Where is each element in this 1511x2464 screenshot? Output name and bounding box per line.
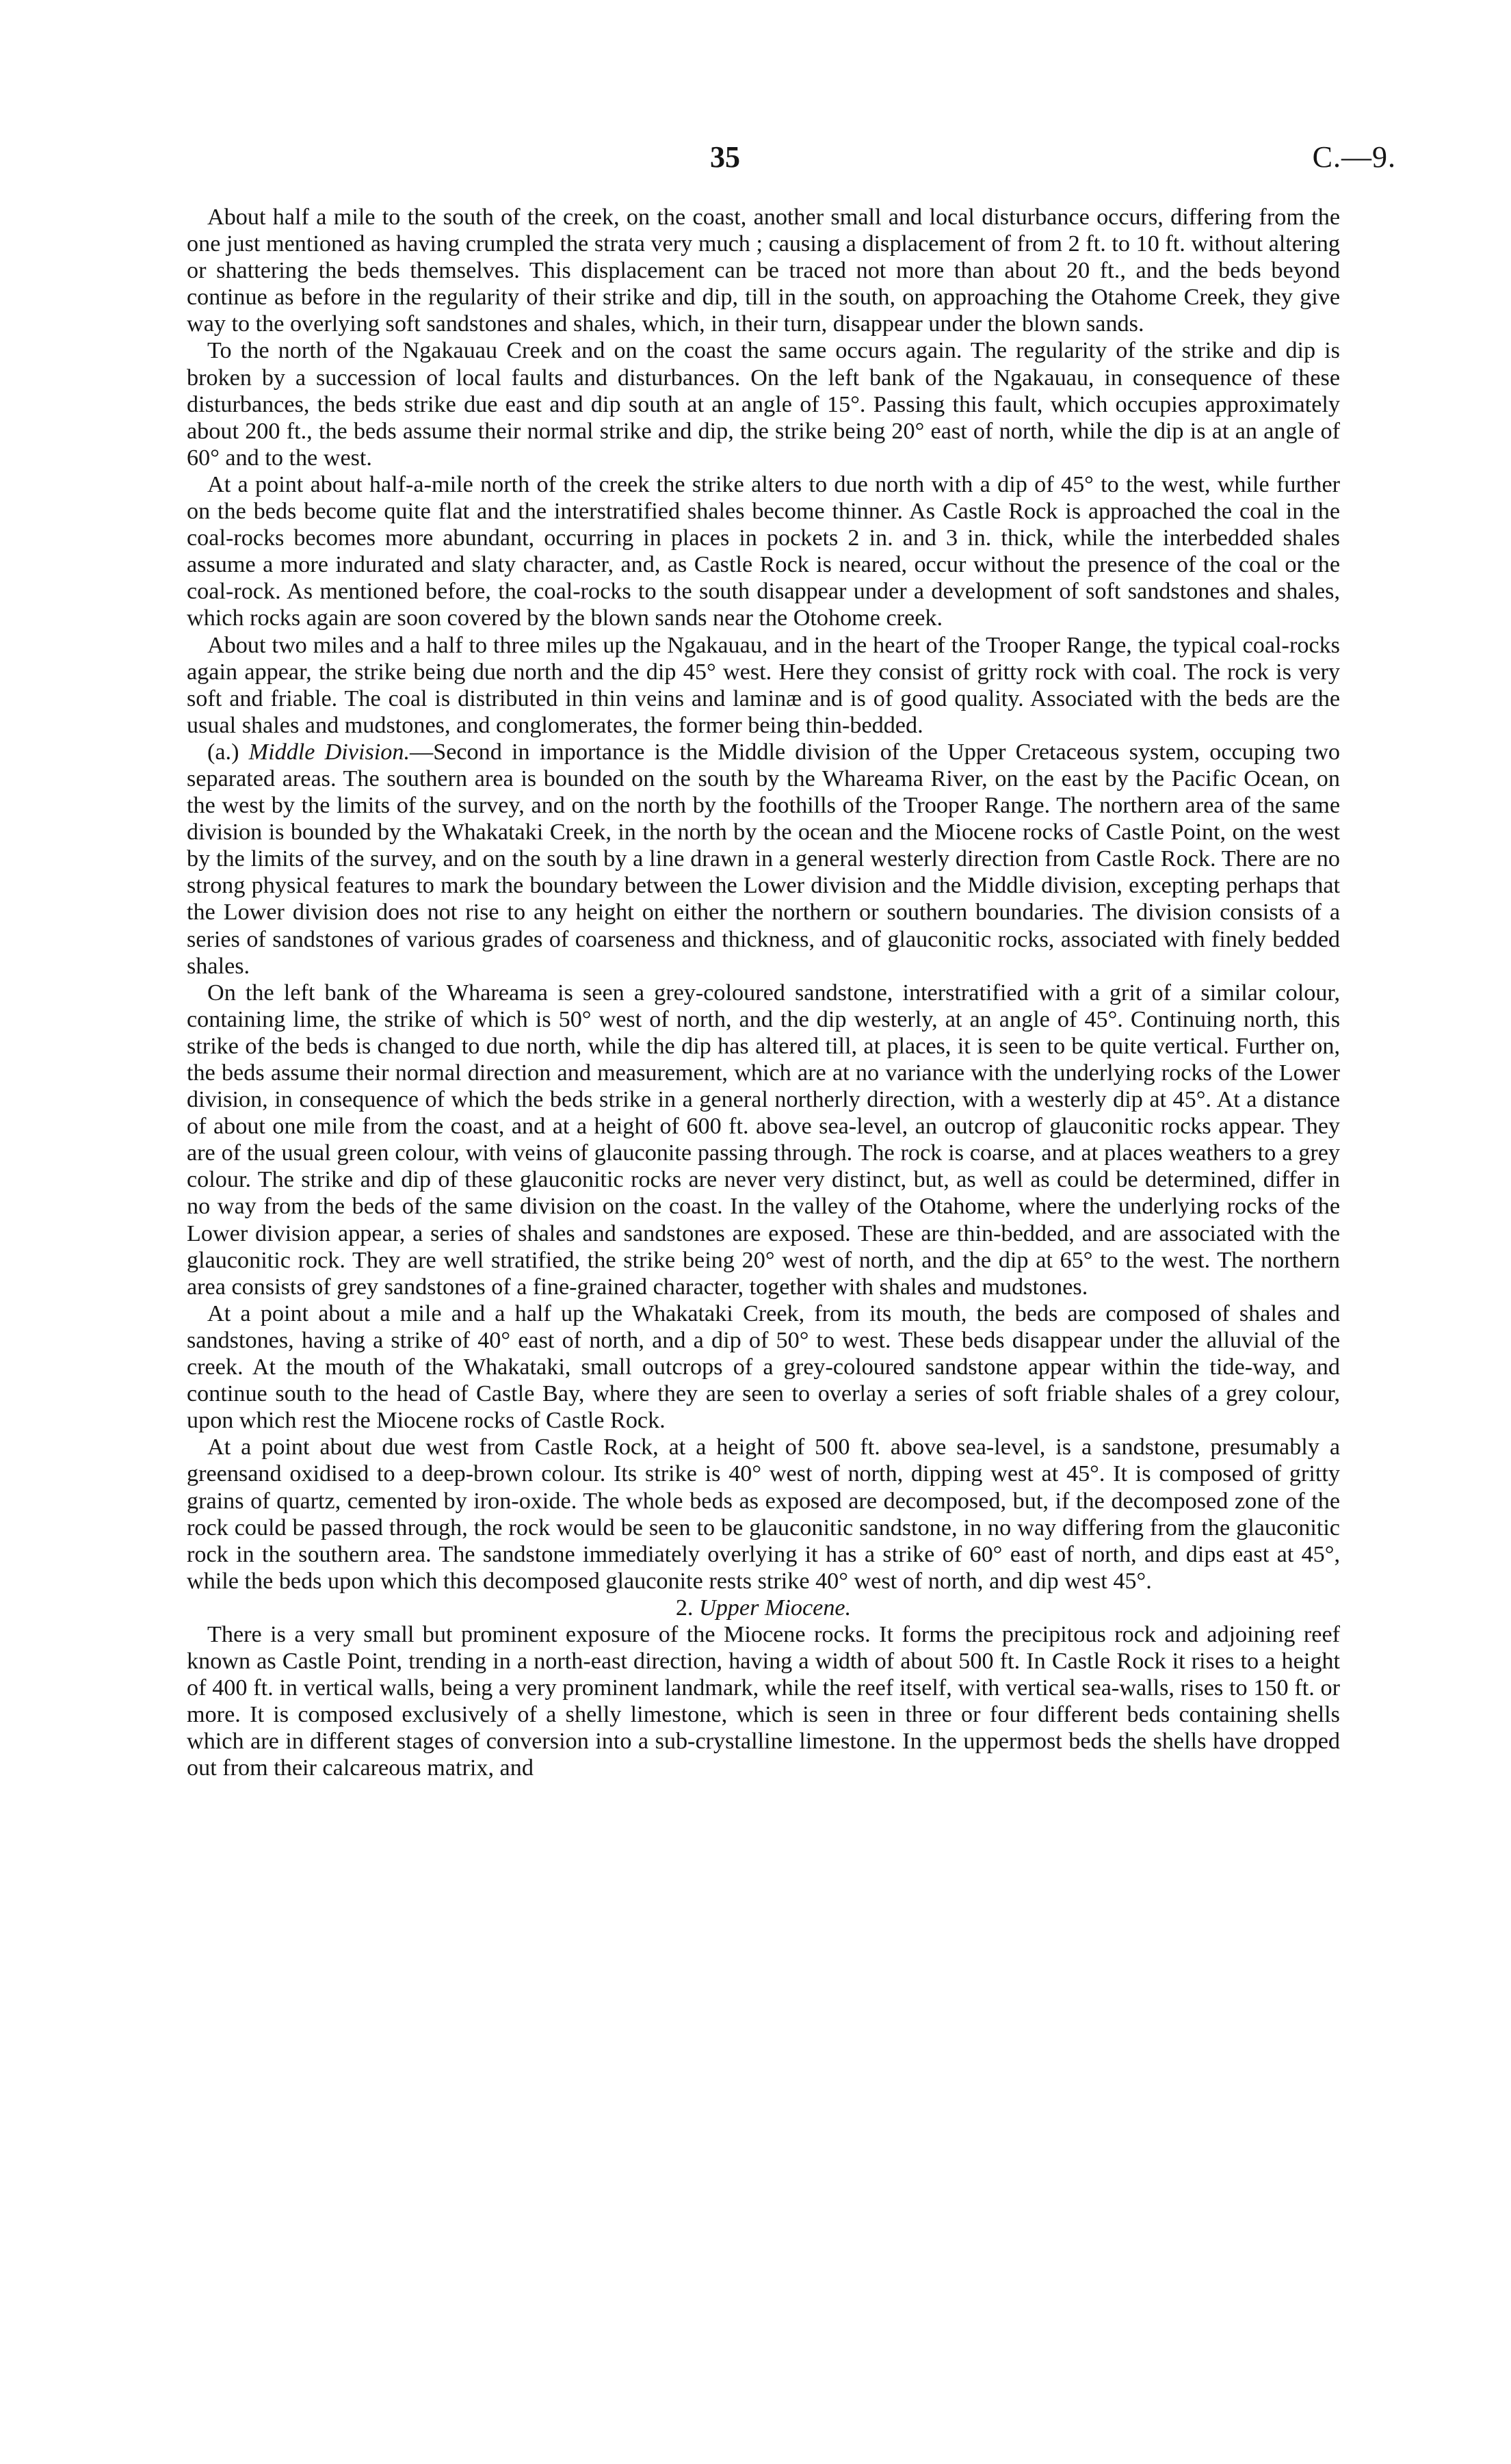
- paragraph: There is a very small but prominent exposure of the Miocene rocks. It forms the precipitous rock and adjoining reef known as Castle Point, trending in a north-east direction, having a width of about 500 ft. In Castle Rock it rises to a height of 400 ft. in vertical walls, being a very prominent landmark, while the reef itself, with vertical sea-walls, rises to 150 ft. or more. It is composed exclusively of a shelly limestone, which is seen in three or four different beds containing shells which are in different stages of conversion into a sub-crystalline limestone. In the uppermost beds the shells have dropped out from their calcareous matrix, and: [187, 1621, 1340, 1781]
- paragraph: To the north of the Ngakauau Creek and on the coast the same occurs again. The regularity of the strike and dip is broken by a succession of local faults and disturbances. On the left bank of the Ngakauau, in consequence of these disturbances, the beds strike due east and dip south at an angle of 15°. Passing this fault, which occupies approximately about 200 ft., the beds assume their normal strike and dip, the strike being 20° east of north, while the dip is at an angle of 60° and to the west.: [187, 338, 1340, 471]
- page-number: 35: [710, 140, 740, 174]
- section-title: Upper Miocene.: [699, 1595, 852, 1621]
- paragraph: About two miles and a half to three miles up the Ngakauau, and in the heart of the Trooper Range, the typical coal-rocks again appear, the strike being due north and the dip 45° west. Here they consist of gritty rock with coal. The rock is very soft and friable. The coal is distributed in thin veins and laminæ and is of good quality. Associated with the beds are the usual shales and mudstones, and conglomerates, the former being thin-bedded.: [187, 632, 1340, 738]
- division-title: Middle Division.: [248, 739, 410, 765]
- body-text: [187, 204, 1340, 1782]
- paragraph-middle-division: [187, 739, 1340, 980]
- paragraph: At a point about a mile and a half up the Whakataki Creek, from its mouth, the beds are composed of shales and sandstones, having a strike of 40° east of north, and a dip of 50° to west. These beds disappear under the alluvial of the creek. At the mouth of the Whakataki, small outcrops of a grey-coloured sandstone appear within the tide-way, and continue south to the head of Castle Bay, where they are seen to overlay a series of soft friable shales of a grey colour, upon which rest the Miocene rocks of Castle Rock.: [187, 1300, 1340, 1434]
- document-code: C.—9.: [1312, 140, 1396, 174]
- page-header: [0, 140, 1511, 181]
- division-label: (a.): [207, 739, 249, 765]
- division-text: —Second in importance is the Middle division of the Upper Cretaceous system, occuping two separated areas. The southern area is bounded on the south by the Whareama River, on the east by the Pacific Ocean, on the west by the limits of the survey, and on the north by the foothills of the Trooper Range. The northern area of the same division is bounded by the Whakataki Creek, in the north by the ocean and the Miocene rocks of Castle Point, on the west by the limits of the survey, and on the south by a line drawn in a general westerly direction from Castle Rock. There are no strong physical features to mark the boundary between the Lower division and the Middle division, excepting perhaps that the Lower division does not rise to any height on either the northern or southern boundaries. The division consists of a series of sandstones of various grades of coarseness and thickness, and of glauconitic rocks, associated with finely bedded shales.: [187, 739, 1341, 979]
- section-heading: [187, 1595, 1340, 1621]
- paragraph: At a point about due west from Castle Rock, at a height of 500 ft. above sea-level, is a sandstone, presumably a greensand oxidised to a deep-brown colour. Its strike is 40° west of north, dipping west at 45°. It is composed of gritty grains of quartz, cemented by iron-oxide. The whole beds as exposed are decomposed, but, if the decomposed zone of the rock could be passed through, the rock would be seen to be glauconitic sandstone, in no way differing from the glauconitic rock in the southern area. The sandstone immediately overlying it has a strike of 60° east of north, and dips east at 45°, while the beds upon which this decomposed glauconite rests strike 40° west of north, and dip west 45°.: [187, 1434, 1340, 1594]
- section-number: 2.: [675, 1595, 700, 1621]
- paragraph: On the left bank of the Whareama is seen a grey-coloured sandstone, interstratified with a grit of a similar colour, containing lime, the strike of which is 50° west of north, and the dip westerly, at an angle of 45°. Continuing north, this strike of the beds is changed to due north, while the dip has altered till, at places, it is seen to be quite vertical. Further on, the beds assume their normal direction and measurement, which are at no variance with the underlying rocks of the Lower division, in consequence of which the beds strike in a general northerly direction, with a westerly dip at 45°. At a distance of about one mile from the coast, and at a height of 600 ft. above sea-level, an outcrop of glauconitic rocks appear. They are of the usual green colour, with veins of glauconite passing through. The rock is coarse, and at places weathers to a grey colour. The strike and dip of these glauconitic rocks are never very distinct, but, as well as could be determined, differ in no way from the beds of the same division on the coast. In the valley of the Otahome, where the underlying rocks of the Lower division appear, a series of shales and sandstones are exposed. These are thin-bedded, and are associated with the glauconitic rock. They are well stratified, the strike being 20° west of north, and the dip at 65° to the west. The northern area consists of grey sandstones of a fine-grained character, together with shales and mudstones.: [187, 980, 1340, 1300]
- paragraph: About half a mile to the south of the creek, on the coast, another small and local disturbance occurs, differing from the one just mentioned as having crumpled the strata very much ; causing a displacement of from 2 ft. to 10 ft. without altering or shattering the beds themselves. This displacement can be traced not more than about 20 ft., and the beds beyond continue as before in the regularity of their strike and dip, till in the south, on approaching the Otahome Creek, they give way to the overlying soft sandstones and shales, which, in their turn, disappear under the blown sands.: [187, 205, 1340, 337]
- paragraph: At a point about half-a-mile north of the creek the strike alters to due north with a dip of 45° to the west, while further on the beds become quite flat and the interstratified shales become thinner. As Castle Rock is approached the coal in the coal-rocks becomes more abundant, occurring in places in pockets 2 in. and 3 in. thick, while the interbedded shales assume a more indurated and slaty character, and, as Castle Rock is neared, occur without the presence of the coal or the coal-rock. As mentioned before, the coal-rocks to the south disappear under a development of soft sandstones and shales, which rocks again are soon covered by the blown sands near the Otohome creek.: [187, 471, 1340, 631]
